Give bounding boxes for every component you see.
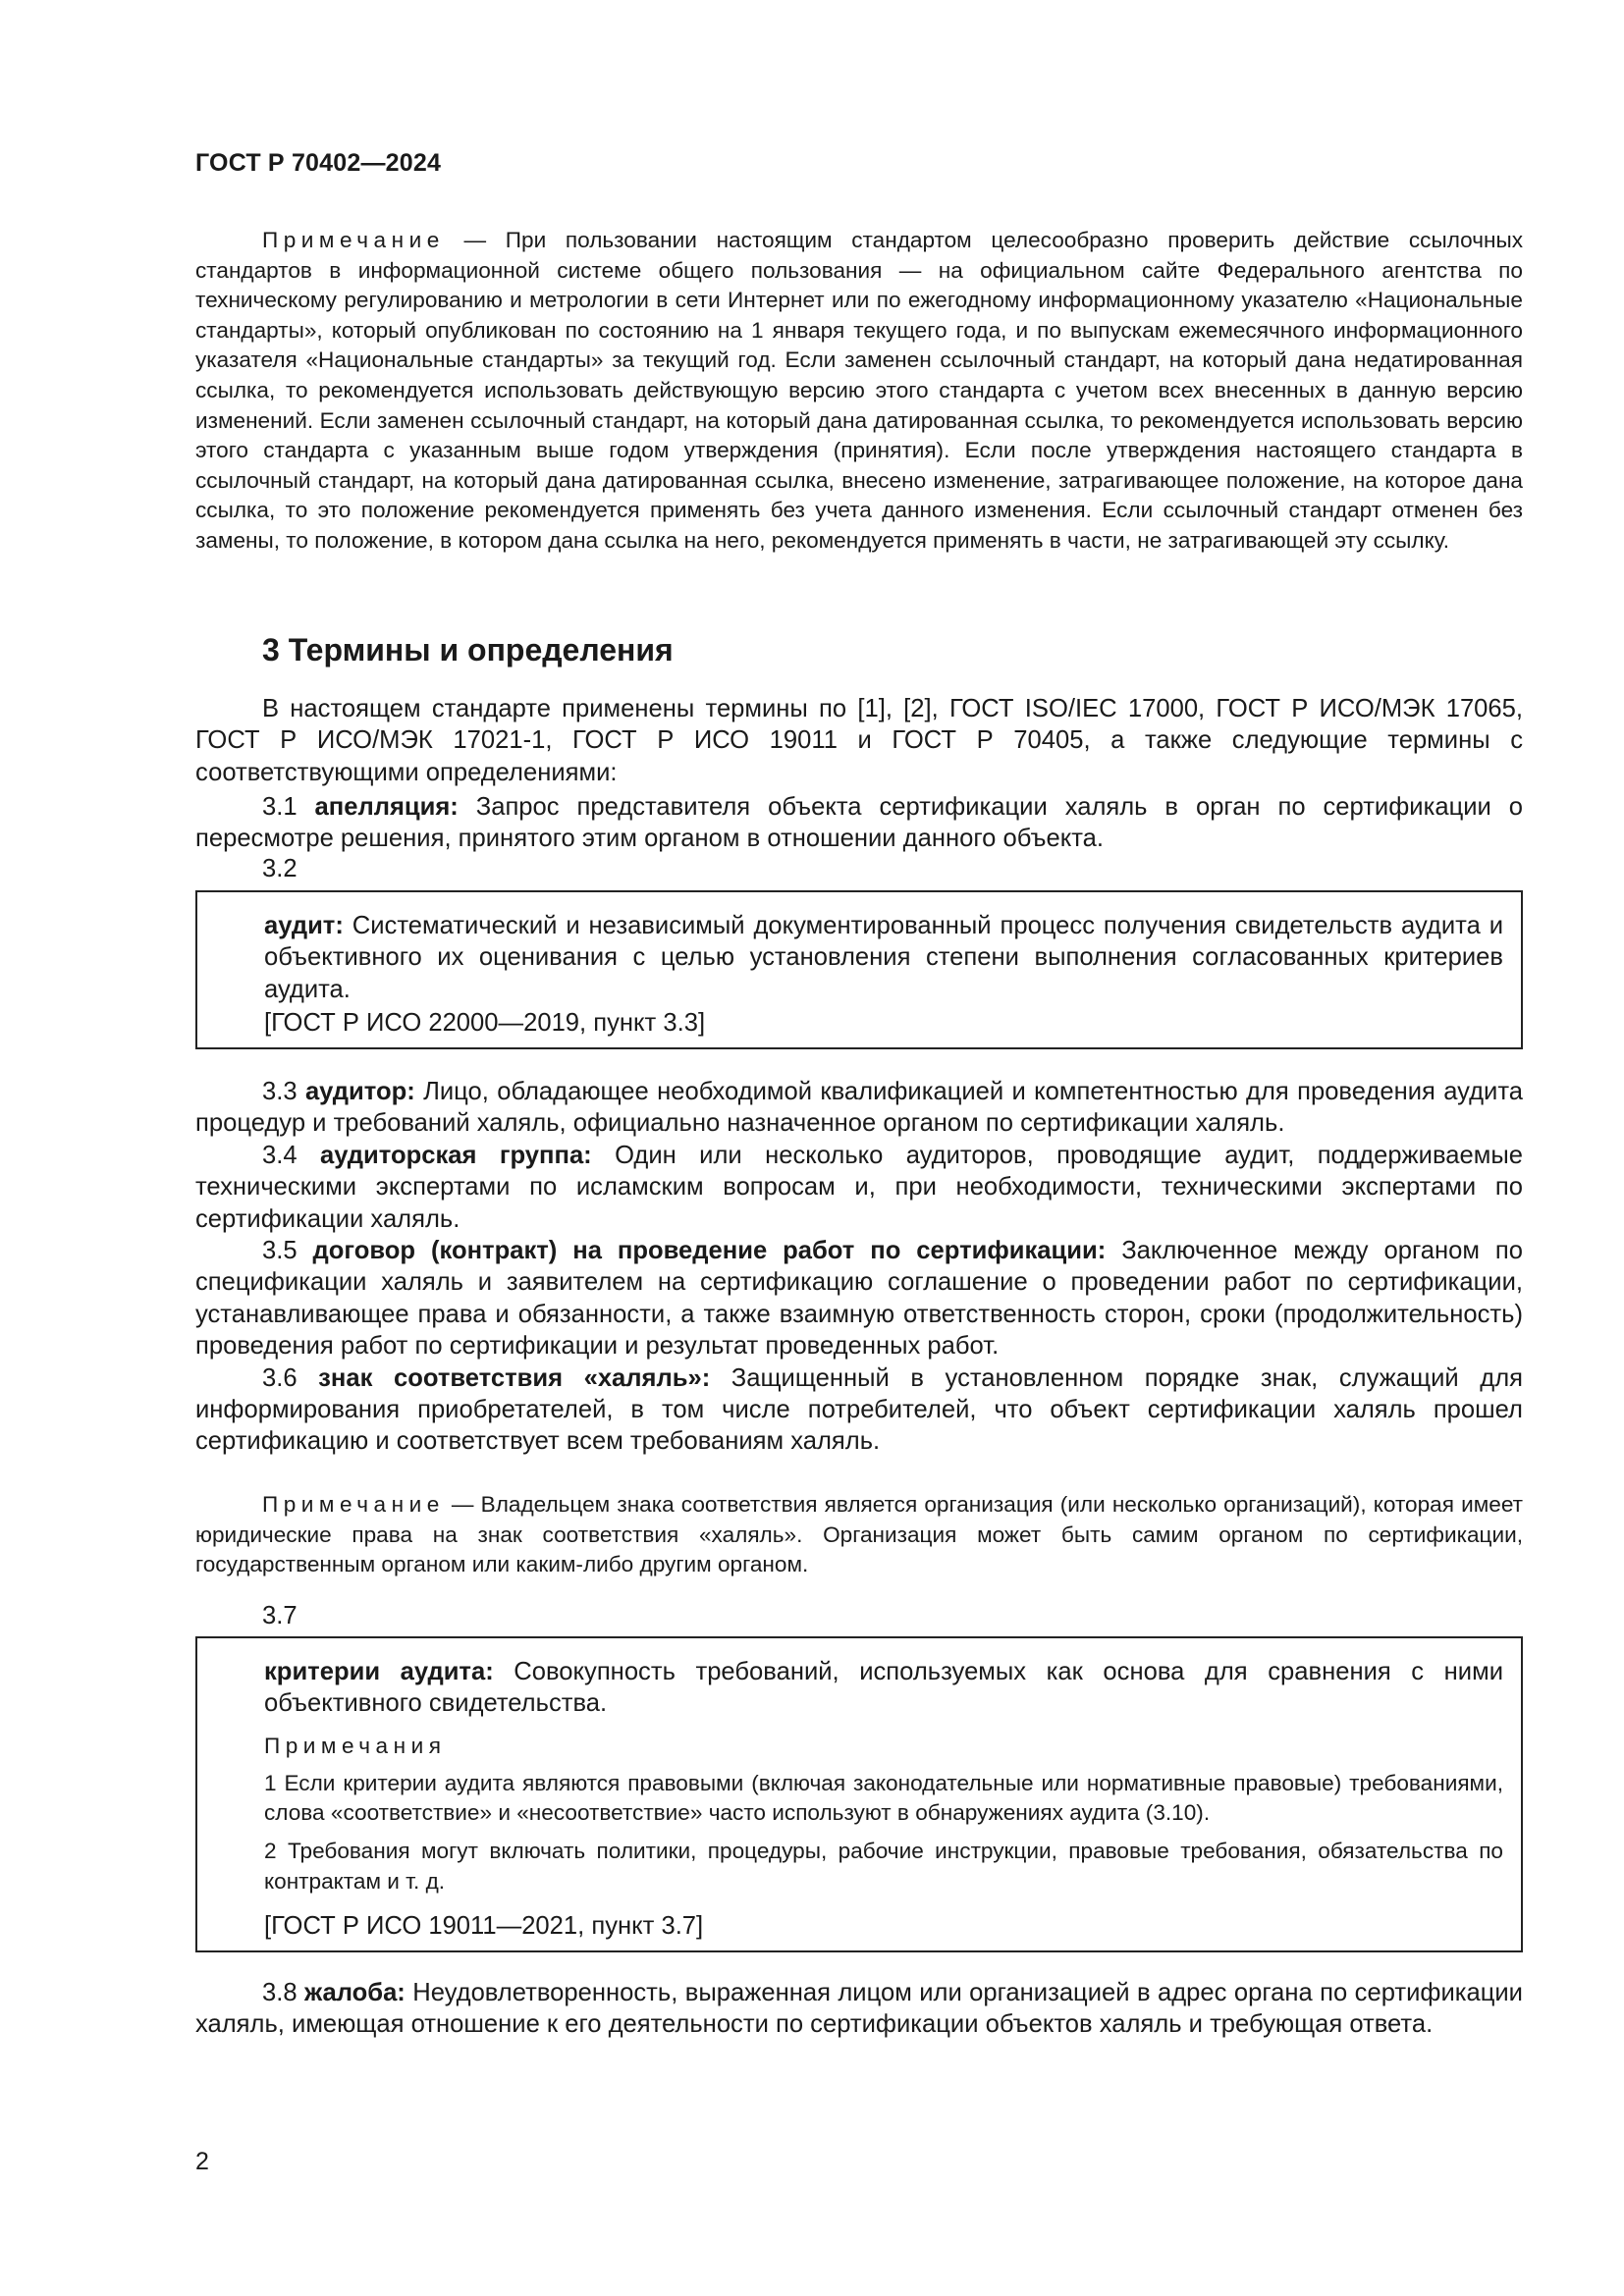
term-source: [ГОСТ Р ИСО 22000—2019, пункт 3.3] [264, 1009, 706, 1038]
term-definition: Совокупность требований, используемых как основа для сравнения с ними объективного свидетельства. [264, 1658, 1503, 1718]
term-definition: Систематический и независимый документированный процесс получения свидетельств аудита и объективного их оценивания с целью установления степени выполнения согласованных критериев аудита. [264, 912, 1503, 1003]
page-number: 2 [195, 2148, 209, 2175]
note-label: Примечание [262, 1492, 445, 1517]
terms-3-3-to-3-6 [195, 1076, 1523, 1458]
note-text: — Владельцем знака соответствия является организация (или несколько организаций), которая имеет юридические права на знак соответствия «халяль». Организация может быть самим органом по сертификации, государственным органом или каким-либо другим органом. [195, 1492, 1523, 1577]
note-item: 1 Если критерии аудита являются правовыми (включая законодательные или нормативные правовые) требованиями, слова «соответствие» и «несоответствие» часто используют в обнаружениях аудита (3.10). [264, 1770, 1503, 1826]
term-3-8 [195, 1977, 1523, 2041]
term-3-7-box [195, 1636, 1523, 1952]
term-number: 3.1 [262, 793, 315, 821]
term-3-1 [195, 791, 1523, 855]
term-3-3: 3.3 аудитор: Лицо, обладающее необходимой квалификацией и компетентностью для проведения аудита процедур и требований халяль, официально назначенное органом по сертификации халяль. [195, 1078, 1523, 1138]
term-3-4: 3.4 аудиторская группа: Один или несколько аудиторов, проводящие аудит, поддерживаемые техническими экспертами по исламским вопросам и, при необходимости, техническими экспертами по сертификации халяль. [195, 1141, 1523, 1233]
reference-note [195, 226, 1523, 557]
section-intro: В настоящем стандарте применены термины по [1], [2], ГОСТ ISO/IEC 17000, ГОСТ Р ИСО/МЭК 17065, ГОСТ Р ИСО/МЭК 17021-1, ГОСТ Р ИСО 19011 и ГОСТ Р 70405, а также следующие термины с соответствующими определениями: [195, 695, 1523, 786]
term-name: критерии аудита: [264, 1658, 494, 1685]
term-3-5: 3.5 договор (контракт) на проведение работ по сертификации: Заключенное между органом по спецификации халяль и заявителем на сертификацию соглашение о проведении работ по сертификации, устанавливающее права и обязанности, а также взаимную ответственность сторон, сроки (продолжительность) проведения работ по сертификации и результат проведенных работ. [195, 1237, 1524, 1361]
term-definition: Неудовлетворенность, выраженная лицом или организацией в адрес органа по сертификации халяль, имеющая отношение к его деятельности по сертификации объектов халяль и требующая ответа. [195, 1979, 1523, 2039]
term-number: 3.7 [262, 1602, 298, 1629]
term-number: 3.2 [262, 855, 298, 882]
document-header: ГОСТ Р 70402—2024 [195, 149, 442, 177]
term-name: апелляция: [314, 793, 459, 821]
note-text: — При пользовании настоящим стандартом целесообразно проверить действие ссылочных стандартов в информационной системе общего пользования — на официальном сайте Федерального агентства по техническому регулированию и метрологии в сети Интернет или по ежегодному информационному указателю «Национальные стандарты», который опубликован по состоянию на 1 января текущего года, и по выпускам ежемесячного информационного указателя «Национальные стандарты» за текущий год. Если заменен ссылочный стандарт, на который дана недатированная ссылка, то рекомендуется использовать действующую версию этого стандарта с учетом всех внесенных в данную версию изменений. Если заменен ссылочный стандарт, на который дана датированная ссылка, то рекомендуется использовать версию этого стандарта с указанным выше годом утверждения (принятия). Если после утверждения настоящего стандарта в ссылочный стандарт, на который дана датированная ссылка, внесено изменение, затрагивающее положение, на которое дана ссылка, то это положение рекомендуется применять без учета данного изменения. Если ссылочный стандарт отменен без замены, то положение, в котором дана ссылка на него, рекомендуется применять в части, не затрагивающей эту ссылку. [195, 228, 1523, 553]
term-name: аудит: [264, 912, 344, 939]
term-source: [ГОСТ Р ИСО 19011—2021, пункт 3.7] [264, 1912, 704, 1941]
section-title: 3 Термины и определения [262, 632, 674, 667]
term-3-2-box [195, 890, 1523, 1049]
term-number: 3.8 [262, 1979, 305, 2006]
term-3-6: 3.6 знак соответствия «халяль»: Защищенный в установленном порядке знак, служащий для информирования приобретателей, в том числе потребителей, что объект сертификации халяль прошел сертификацию и соответствует всем требованиям халяль. [195, 1363, 1523, 1456]
note-label: Примечание [262, 228, 445, 252]
term-3-6-note [195, 1490, 1523, 1580]
note-item: 2 Требования могут включать политики, процедуры, рабочие инструкции, правовые требования, обязательства по контрактам и т. д. [264, 1839, 1503, 1894]
notes-label: Примечания [264, 1733, 447, 1758]
term-name: жалоба: [304, 1979, 406, 2006]
term-definition: Запрос представителя объекта сертификации халяль в орган по сертификации о пересмотре решения, принятого этим органом в отношении данного объекта. [195, 793, 1523, 853]
